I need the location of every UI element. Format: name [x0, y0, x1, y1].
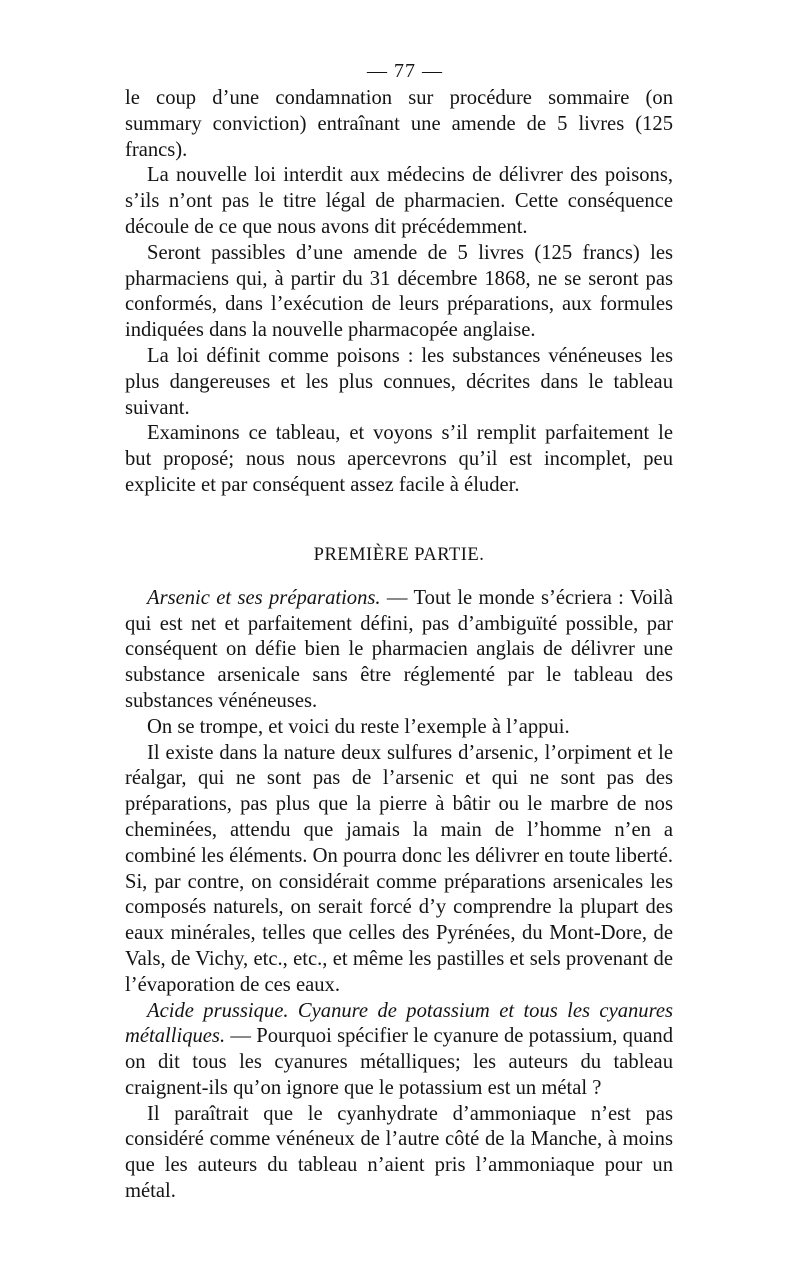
paragraph-arsenic [125, 586, 673, 715]
paragraph-fine-summary: le coup d’une condamnation sur procédure sommaire (on summary conviction) entraînant une amende de 5 livres (125 francs). [125, 87, 673, 161]
arsenic-lead: Arsenic et ses préparations. [147, 586, 381, 609]
paragraph-mistake: On se trompe, et voici du reste l’exemple à l’appui. [147, 715, 570, 738]
prussic-text: — Pourquoi spécifier le cyanure de potassium, quand on dit tous les cyanures métalliques; les auteurs du tableau craignent-ils qu’on ignore que le potassium est un métal ? [125, 1025, 673, 1099]
paragraph-doctors-poisons: La nouvelle loi interdit aux médecins de délivrer des poisons, s’ils n’ont pas le titre légal de pharmacien. Cette conséquence découle de ce que nous avons dit précédemment. [125, 164, 673, 238]
paragraph-poisons-definition: La loi définit comme poisons : les substances vénéneuses les plus dangereuses et les plus connues, décrites dans le tableau suivant. [125, 344, 673, 419]
paragraph-examine-table: Examinons ce tableau, et voyons s’il remplit parfaitement le but proposé; nous nous apercevrons qu’il est incomplet, peu explicite et par conséquent assez facile à éluder. [125, 422, 673, 496]
prussic-lead: Acide prussique. Cyanure de potassium et tous les cyanures métalliques. [125, 999, 673, 1048]
paragraph-prussic-acid [125, 999, 673, 1102]
paragraph-ammonia: Il paraîtrait que le cyanhydrate d’ammoniaque n’est pas considéré comme vénéneux de l’autre côté de la Manche, à moins que les auteurs du tableau n’aient pris l’ammoniaque pour un métal. [125, 1102, 673, 1203]
page-number: — 77 — [367, 60, 443, 82]
book-page [125, 58, 673, 1205]
paragraph-arsenic-sulfides: Il existe dans la nature deux sulfures d’arsenic, l’orpiment et le réalgar, qui ne sont pas de l’arsenic et qui ne sont pas des préparations, pas plus que la pierre à bâtir ou le marbre de nos cheminées, attendu que jamais la main de l’homme n’en a combiné les éléments. On pourra donc les délivrer en toute liberté. Si, par contre, on considérait comme préparations arsenicales les composés naturels, on serait forcé d’y comprendre la plupart des eaux minérales, telles que celles des Pyrénées, du Mont-Dore, de Vals, de Vichy, etc., etc., et même les pastilles et sels provenant de l’évaporation de ces eaux. [125, 741, 673, 996]
arsenic-text: — Tout le monde s’écriera : Voilà qui est net et parfaitement défini, pas d’ambiguïté possible, par conséquent on défie bien le pharmacien anglais de délivrer une substance arsenicale sans être réglementé par le tableau des substances vénéneuses. [125, 586, 673, 712]
paragraph-pharmacists-fine: Seront passibles d’une amende de 5 livres (125 francs) les pharmaciens qui, à partir du 31 décembre 1868, ne se seront pas conformés, dans l’exécution de leurs préparations, aux formules indiquées dans la nouvelle pharmacopée anglaise. [125, 241, 673, 342]
section-heading: PREMIÈRE PARTIE. [313, 544, 485, 565]
